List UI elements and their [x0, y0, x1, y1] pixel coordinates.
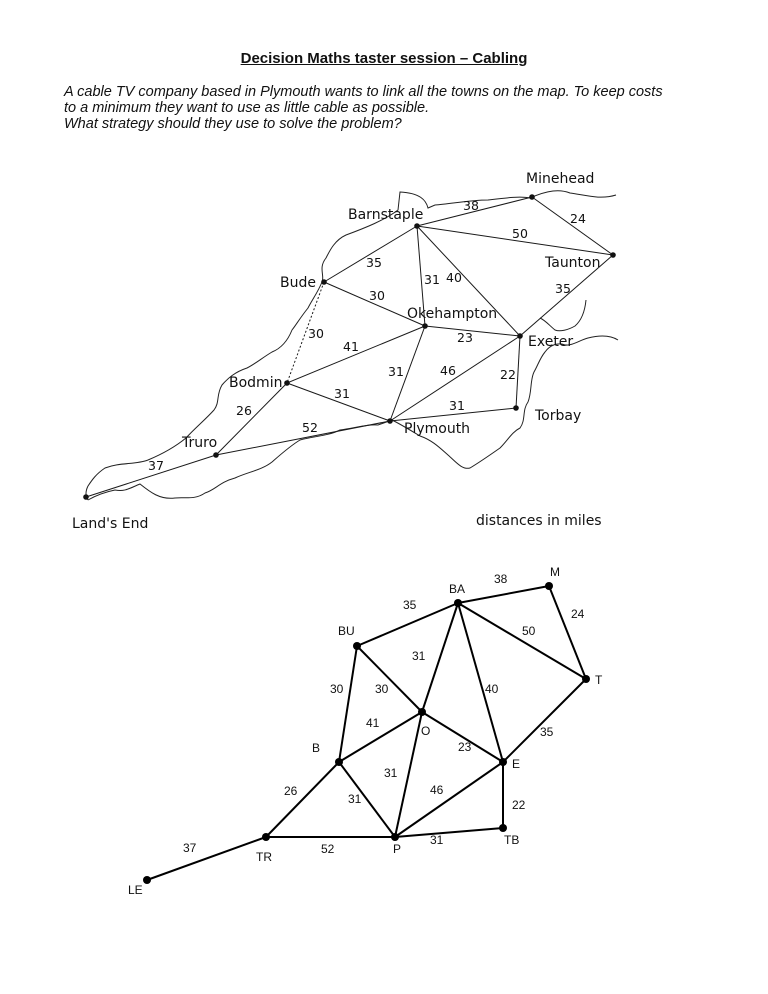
map-town-torbay: Torbay: [535, 408, 582, 424]
map-link-ba-bu: [324, 226, 417, 282]
node-label-m: M: [550, 565, 560, 579]
node-label-p: P: [393, 842, 402, 856]
map-dist-b-o: 41: [343, 339, 359, 354]
node-p: [391, 833, 399, 841]
map-dist-bu-b: 30: [308, 326, 324, 341]
map-dist-le-tr: 37: [148, 458, 164, 473]
map-dist-t-e: 35: [555, 281, 571, 296]
node-t: [582, 675, 590, 683]
node-label-tb: TB: [504, 833, 520, 847]
map-dot-bude: [321, 279, 327, 285]
edge-bu-b: [339, 646, 357, 762]
edge-p-e: [395, 762, 503, 837]
weight-bu-b: 30: [330, 682, 344, 696]
node-label-b: B: [312, 741, 321, 755]
map-dist-tr-p: 52: [302, 420, 318, 435]
map-town-barnstaple: Barnstaple: [348, 207, 424, 223]
map-dist-o-p: 31: [388, 364, 404, 379]
map-town-exeter: Exeter: [528, 334, 574, 350]
map-town-minehead: Minehead: [526, 171, 595, 187]
edge-m-t: [549, 586, 586, 679]
map-town-okehampton: Okehampton: [407, 306, 498, 322]
map-dot-plymouth: [387, 418, 393, 424]
weight-ba-e: 40: [485, 682, 499, 696]
edge-ba-m: [458, 586, 549, 603]
node-b: [335, 758, 343, 766]
weight-b-p: 31: [348, 792, 362, 806]
node-o: [418, 708, 426, 716]
map-dist-b-p: 31: [334, 386, 350, 401]
weight-p-tb: 31: [430, 833, 444, 847]
network-graph: [128, 565, 603, 897]
edge-le-tr: [147, 837, 266, 880]
node-label-t: T: [595, 673, 603, 687]
map-town-bude: Bude: [280, 275, 316, 291]
intro-line-3: What strategy should they use to solve the problem?: [64, 116, 402, 132]
map-dot-bodmin: [284, 380, 290, 386]
node-label-tr: TR: [256, 850, 272, 864]
map-dot-torbay: [513, 405, 519, 411]
southwest-map: [72, 171, 618, 532]
weight-ba-bu: 35: [403, 598, 417, 612]
map-dist-tr-b: 26: [236, 403, 252, 418]
map-dist-e-tb: 22: [500, 367, 516, 382]
node-le: [143, 876, 151, 884]
map-link-m-t: [532, 197, 613, 255]
map-dot-okehampton: [422, 323, 428, 329]
map-dot-minehead: [529, 194, 535, 200]
weight-le-tr: 37: [183, 841, 197, 855]
map-dist-ba-m: 38: [463, 198, 479, 213]
map-dot-taunton: [610, 252, 616, 258]
edge-o-p: [395, 712, 422, 837]
weight-b-o: 41: [366, 716, 380, 730]
weight-bu-o: 30: [375, 682, 389, 696]
map-dist-ba-o: 31: [424, 272, 440, 287]
map-town-taunton: Taunton: [545, 255, 601, 271]
page-title: Decision Maths taster session – Cabling: [240, 50, 528, 67]
map-dot-barnstaple: [414, 223, 420, 229]
intro-line-2: to a minimum they want to use as little cable as possible.: [64, 100, 430, 116]
node-e: [499, 758, 507, 766]
node-label-bu: BU: [338, 624, 355, 638]
map-dot-lands-end: [83, 494, 89, 500]
weight-tr-p: 52: [321, 842, 335, 856]
edge-p-tb: [395, 828, 503, 837]
node-label-o: O: [421, 724, 431, 738]
weight-o-p: 31: [384, 766, 398, 780]
map-dot-exeter: [517, 333, 523, 339]
edge-t-e: [503, 679, 586, 762]
map-dist-ba-e: 40: [446, 270, 462, 285]
map-dist-o-e: 23: [457, 330, 473, 345]
node-bu: [353, 642, 361, 650]
map-dist-p-e: 46: [440, 363, 456, 378]
weight-o-e: 23: [458, 740, 472, 754]
map-town-truro: Truro: [182, 435, 218, 451]
edge-ba-o: [422, 603, 458, 712]
edge-tr-b: [266, 762, 339, 837]
weight-ba-t: 50: [522, 624, 536, 638]
map-dist-bu-o: 30: [369, 288, 385, 303]
map-note: distances in miles: [476, 513, 602, 529]
node-m: [545, 582, 553, 590]
map-town-lands-end: Land's End: [72, 516, 149, 532]
map-link-tr-b: [216, 383, 287, 455]
node-label-le: LE: [128, 883, 143, 897]
weight-tr-b: 26: [284, 784, 298, 798]
intro-line-1: A cable TV company based in Plymouth wants to link all the towns on the map. To keep costs: [64, 84, 663, 100]
node-label-ba: BA: [449, 582, 466, 596]
weight-ba-m: 38: [494, 572, 508, 586]
weight-m-t: 24: [571, 607, 585, 621]
map-dist-p-tb: 31: [449, 398, 465, 413]
map-dot-truro: [213, 452, 219, 458]
node-label-e: E: [512, 757, 521, 771]
edge-b-o: [339, 712, 422, 762]
map-town-bodmin: Bodmin: [229, 375, 283, 391]
map-dist-ba-bu: 35: [366, 255, 382, 270]
weight-t-e: 35: [540, 725, 554, 739]
map-dist-m-t: 24: [570, 211, 586, 226]
node-tr: [262, 833, 270, 841]
map-link-e-tb: [516, 336, 520, 408]
map-town-plymouth: Plymouth: [404, 421, 471, 437]
coastline-east: [540, 300, 586, 331]
weight-ba-o: 31: [412, 649, 426, 663]
node-tb: [499, 824, 507, 832]
node-ba: [454, 599, 462, 607]
map-dist-ba-t: 50: [512, 226, 528, 241]
weight-p-e: 46: [430, 783, 444, 797]
weight-e-tb: 22: [512, 798, 526, 812]
